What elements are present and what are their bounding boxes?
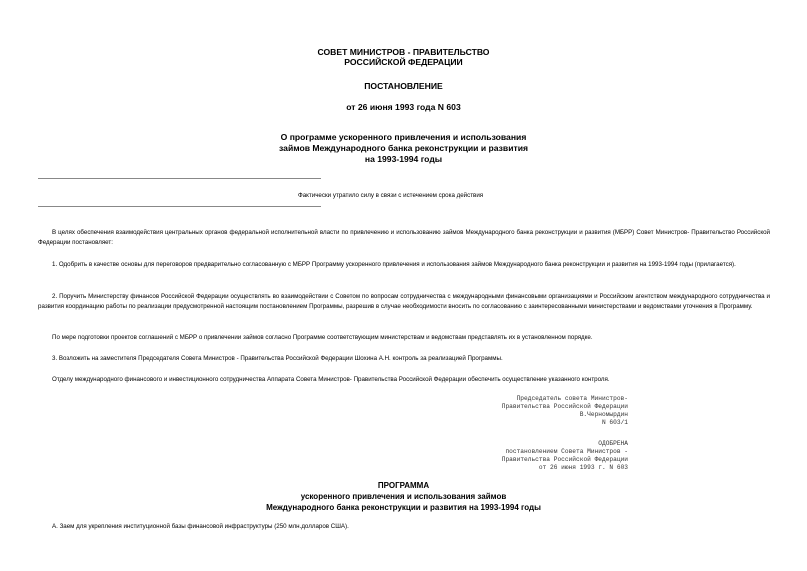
- program-subtitle-1: ускоренного привлечения и использования займов: [300, 492, 507, 501]
- program-subtitle-2: Международного банка реконструкции и развития на 1993-1994 годы: [266, 503, 541, 512]
- approval-line-1: ОДОБРЕНА: [598, 440, 628, 447]
- title-line-1: О программе ускоренного привлечения и использования: [280, 132, 527, 142]
- approval-block: [502, 440, 628, 472]
- paragraph-3: 3. Возложить на заместителя Председателя Совета Министров - Правительства Российской Федерации Шохина А.Н. контроль за реализацией Программы.: [52, 355, 503, 362]
- document-date: от 26 июня 1993 года N 603: [346, 102, 461, 112]
- signature-line-3: В.Черномырдин: [579, 411, 628, 418]
- divider-bottom: [38, 206, 321, 207]
- signature-line-2: Правительства Российской Федерации: [501, 403, 628, 410]
- approval-line-2: постановлением Совета Министров -: [505, 448, 628, 455]
- paragraph-3-continued: Отделу международного финансового и инвестиционного сотрудничества Аппарата Совета Министров- Правительства Российской Федерации обеспечить осуществление указанного контроля.: [52, 376, 610, 383]
- title-line-3: на 1993-1994 годы: [364, 154, 443, 164]
- preamble-paragraph: В целях обеспечения взаимодействия центральных органов федеральной исполнительной власти по привлечению и использованию займов Международного банка реконструкции и развития (МБРР) Совет Министров- Правительство Российской Федерации постановляет:: [38, 229, 770, 246]
- divider-top: [38, 178, 321, 179]
- issuer-line-2: РОССИЙСКОЙ ФЕДЕРАЦИИ: [344, 57, 463, 67]
- paragraph-2: 2. Поручить Министерству финансов Российской Федерации осуществлять во взаимодействии с Советом по вопросам сотрудничества с международными финансовыми организациями и Российским агентством международного сотрудничества и развития координацию работы по реализации предусмотренной настоящим постановлением Программы, разрешив в случае необходимости вносить по согласованию с заинтересованными министерствами и ведомствами уточнения в Программу.: [38, 293, 770, 310]
- approval-line-3: Правительства Российской Федерации: [501, 456, 628, 463]
- signature-line-4: N 603/1: [602, 419, 628, 426]
- status-note: Фактически утратило силу в связи с истечением срока действия: [298, 192, 484, 199]
- paragraph-2-continued: По мере подготовки проектов соглашений с МБРР о привлечении займов согласно Программе соответствующим министерствам и ведомствам представлять их в установленном порядке.: [52, 334, 593, 341]
- document-type: ПОСТАНОВЛЕНИЕ: [364, 81, 443, 91]
- issuer-line-1: СОВЕТ МИНИСТРОВ - ПРАВИТЕЛЬСТВО: [317, 47, 490, 57]
- program-item-a: А. Заем для укрепления институционной базы финансовой инфраструктуры (250 млн.долларов США).: [52, 523, 349, 530]
- paragraph-1: 1. Одобрить в качестве основы для переговоров предварительно согласованную с МБРР Программу ускоренного привлечения и использования займов Международного банка реконструкции и развития на 1993-1994 годы (прилагается).: [52, 261, 736, 268]
- program-heading: ПРОГРАММА: [377, 481, 430, 490]
- title-line-2: займов Международного банка реконструкции и развития: [279, 143, 528, 153]
- approval-line-4: от 26 июня 1993 г. N 603: [538, 464, 628, 471]
- signature-line-1: Председатель совета Министров-: [516, 395, 628, 402]
- signature-block: [502, 395, 628, 427]
